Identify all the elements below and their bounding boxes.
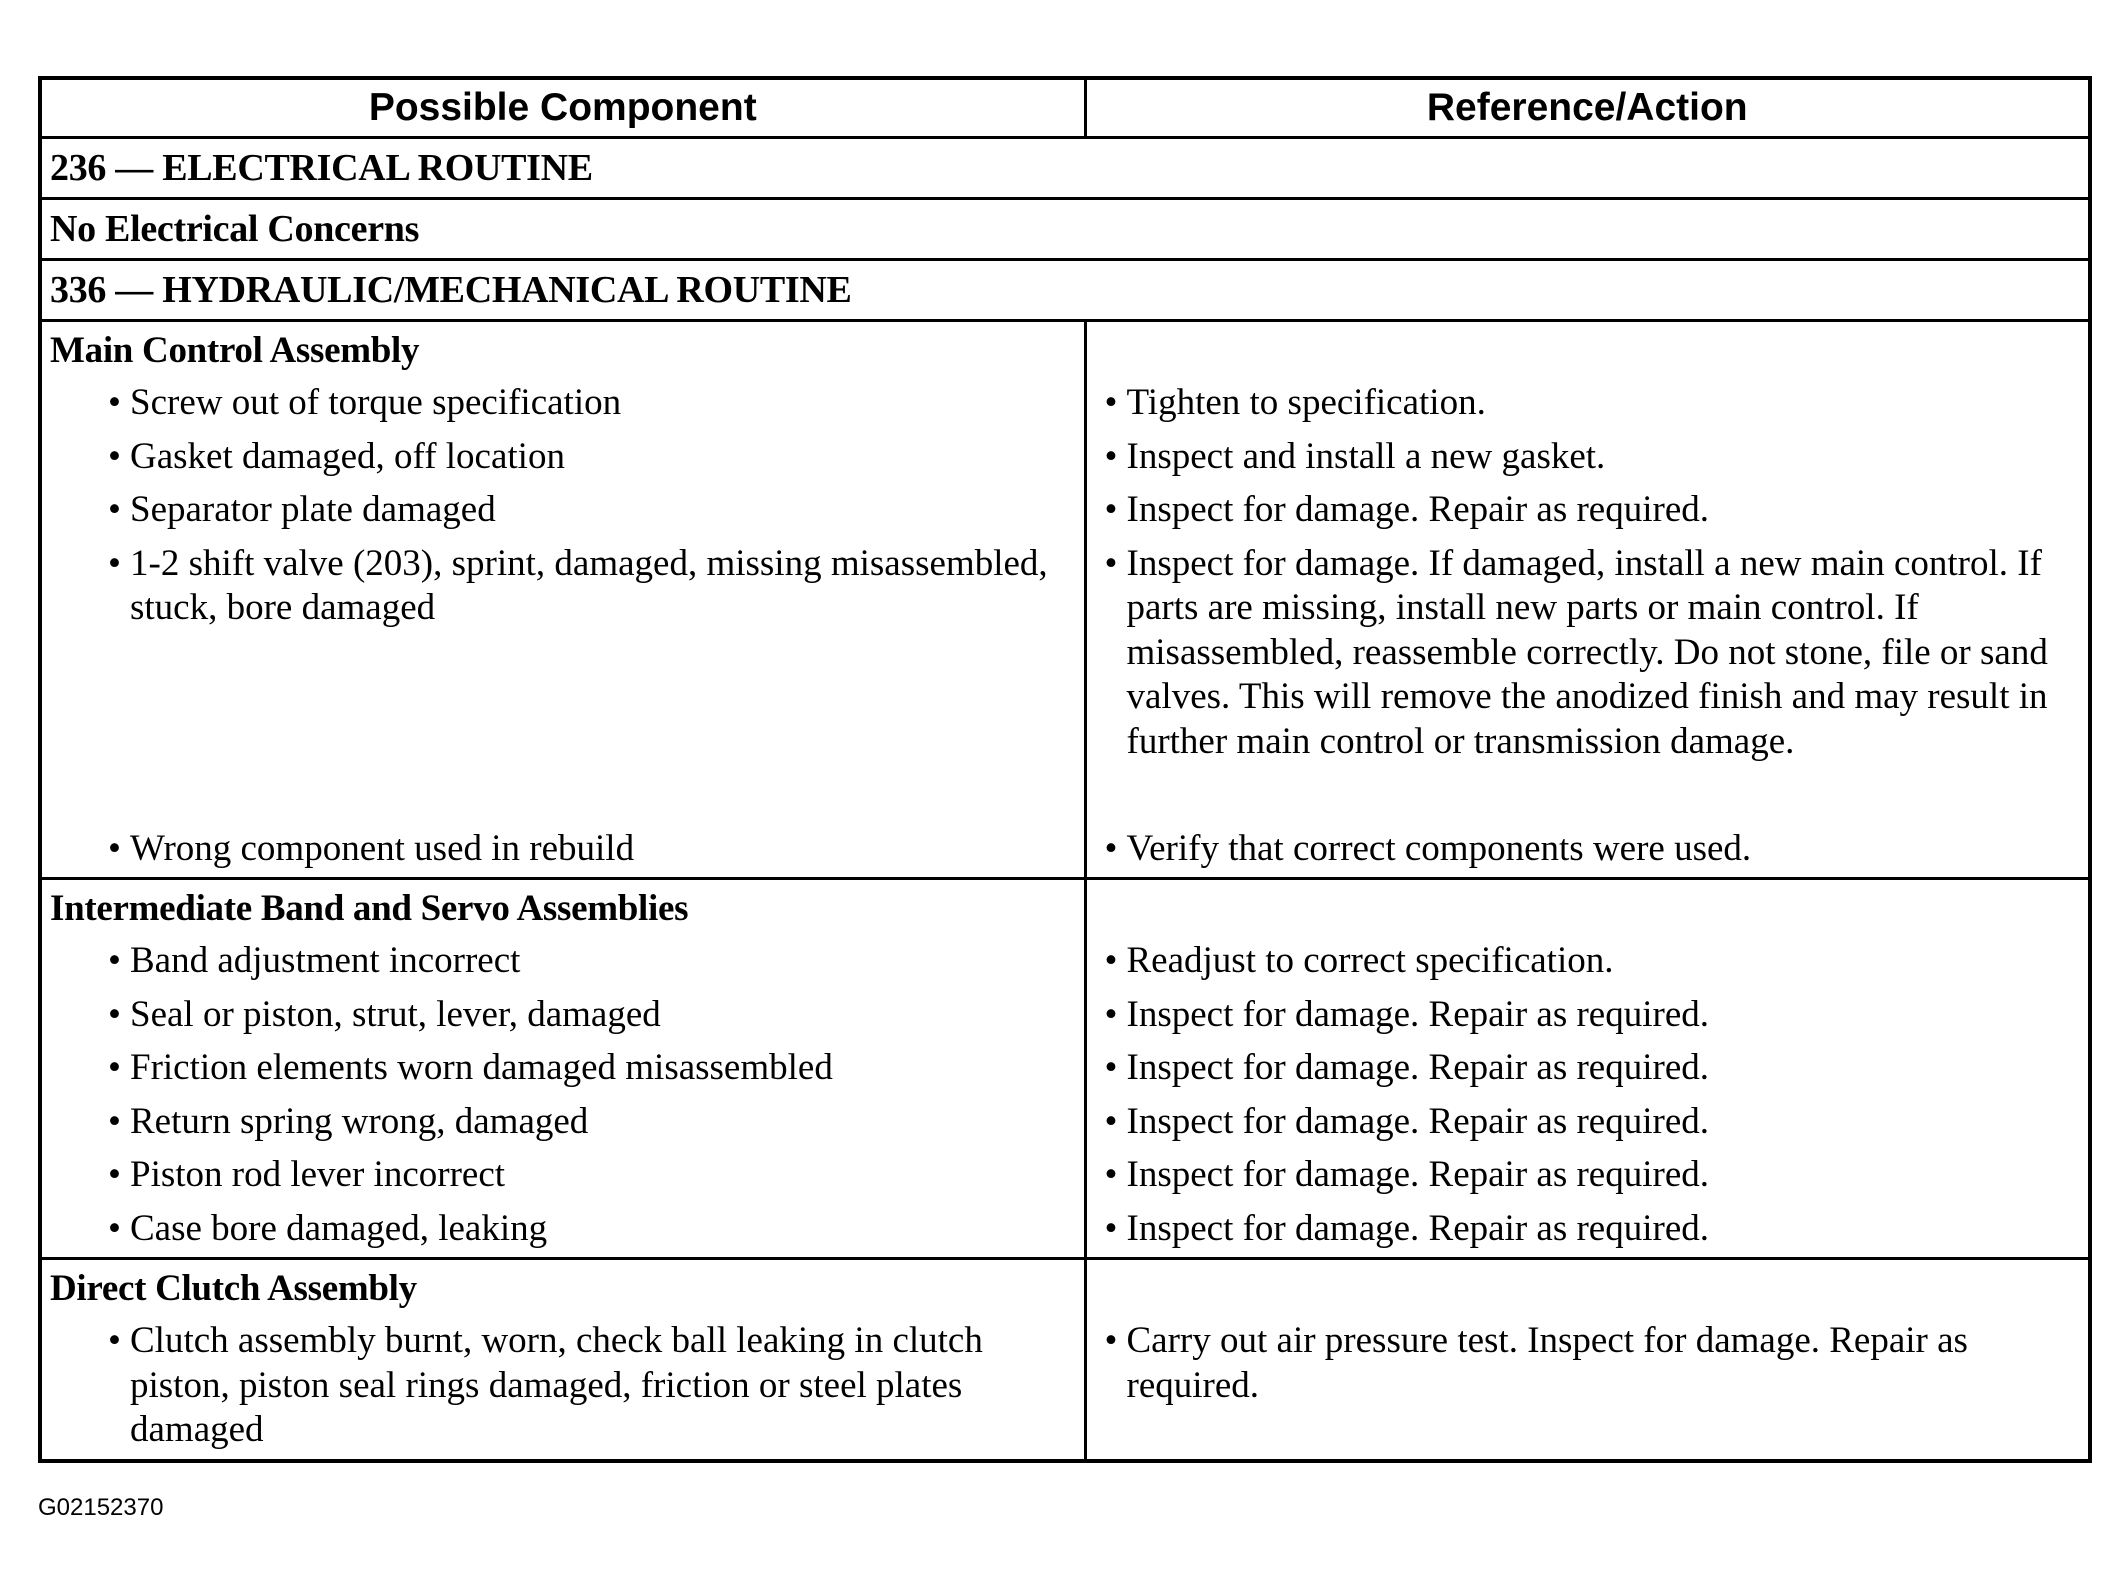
list-item [1087, 435, 2089, 480]
section-title: Main Control Assembly [50, 330, 420, 371]
section-row [40, 321, 2090, 879]
banner-row [40, 138, 2090, 199]
bullet: • [108, 382, 121, 423]
table-header-row [40, 78, 2090, 138]
bullet: • [108, 435, 121, 477]
bullet: • [108, 940, 121, 981]
bullet: • [1104, 382, 1118, 423]
component-text: Wrong component used in rebuild [130, 827, 635, 869]
component-list [42, 381, 1084, 871]
component-text: Clutch assembly burnt, worn, check ball leaking in clutch piston, piston seal rings damaged, friction or steel plates damaged [130, 1320, 983, 1450]
action-text: Readjust to correct specification. [1126, 940, 1614, 981]
banner-row [40, 260, 2090, 321]
action-text: Inspect for damage. Repair as required. [1126, 1207, 1709, 1249]
component-text: Separator plate damaged [130, 489, 496, 530]
list-item [42, 1207, 1084, 1252]
component-list [42, 939, 1084, 1251]
bullet: • [1104, 1047, 1118, 1088]
action-text: Inspect for damage. Repair as required. [1126, 1047, 1709, 1088]
list-item [42, 827, 1084, 872]
bullet: • [108, 489, 121, 530]
list-item [42, 1100, 1084, 1145]
section-components-cell [40, 321, 1085, 879]
list-item [1087, 1046, 2089, 1091]
action-list [1087, 381, 2089, 871]
component-text: Screw out of torque specification [130, 382, 622, 423]
list-item [42, 435, 1084, 480]
bullet: • [1104, 993, 1118, 1035]
section-actions-cell [1085, 321, 2090, 879]
component-text: Return spring wrong, damaged [130, 1100, 589, 1142]
list-item [1087, 1153, 2089, 1198]
no-electrical-concerns-banner: No Electrical Concerns [40, 199, 2090, 260]
bullet: • [1104, 827, 1118, 869]
action-text: Carry out air pressure test. Inspect for damage. Repair as required. [1126, 1320, 1968, 1406]
section-title: Intermediate Band and Servo Assemblies [50, 888, 689, 929]
action-text: Inspect for damage. Repair as required. [1126, 993, 1709, 1035]
action-list [1087, 939, 2089, 1251]
component-text: Piston rod lever incorrect [130, 1154, 506, 1195]
action-text: Verify that correct components were used. [1126, 827, 1752, 869]
section-actions-cell [1085, 879, 2090, 1259]
list-item [42, 488, 1084, 533]
list-item [42, 1319, 1084, 1453]
bullet: • [108, 1047, 121, 1088]
bullet: • [1104, 489, 1118, 530]
banner-row [40, 199, 2090, 260]
list-item [42, 1153, 1084, 1198]
action-text: Inspect for damage. If damaged, install a new main control. If parts are missing, install new parts or main control. If misassembled, reassemble correctly. Do not stone, file or sand valves. This will remove the anodized finish and may result in further main control or transmission damage. [1126, 542, 2048, 762]
component-list [42, 1319, 1084, 1453]
section-row [40, 879, 2090, 1259]
bullet: • [108, 827, 121, 869]
list-item [1087, 939, 2089, 984]
list-item [1087, 542, 2089, 818]
column-header-action: Reference/Action [1085, 78, 2090, 138]
action-text: Tighten to specification. [1126, 382, 1486, 423]
bullet: • [108, 542, 121, 584]
list-item [42, 939, 1084, 984]
bullet: • [1104, 940, 1118, 981]
action-text: Inspect for damage. Repair as required. [1126, 1100, 1709, 1142]
bullet: • [108, 1320, 121, 1361]
column-header-component: Possible Component [40, 78, 1085, 138]
list-item [1087, 993, 2089, 1038]
action-text: Inspect for damage. Repair as required. [1126, 1154, 1709, 1195]
section-components-cell [40, 1259, 1085, 1461]
diagnostic-table [38, 76, 2092, 1463]
list-item [1087, 1100, 2089, 1145]
bullet: • [1104, 542, 1118, 584]
list-item [1087, 1319, 2089, 1408]
component-text: Gasket damaged, off location [130, 435, 565, 477]
component-text: Band adjustment incorrect [130, 940, 521, 981]
list-item [42, 381, 1084, 426]
bullet: • [1104, 1320, 1118, 1361]
action-text: Inspect for damage. Repair as required. [1126, 489, 1709, 530]
bullet: • [1104, 1100, 1118, 1142]
list-item [1087, 488, 2089, 533]
section-row [40, 1259, 2090, 1461]
list-item [1087, 827, 2089, 872]
list-item [42, 542, 1084, 818]
bullet: • [108, 1100, 121, 1142]
component-text: Case bore damaged, leaking [130, 1207, 548, 1249]
component-text: 1-2 shift valve (203), sprint, damaged, missing misassembled, stuck, bore damaged [130, 542, 1048, 628]
bullet: • [1104, 1154, 1118, 1195]
hydraulic-mechanical-routine-banner: 336 — HYDRAULIC/MECHANICAL ROUTINE [40, 260, 2090, 321]
action-list [1087, 1319, 2089, 1408]
component-text: Seal or piston, strut, lever, damaged [130, 993, 661, 1035]
bullet: • [108, 1207, 121, 1249]
electrical-routine-banner: 236 — ELECTRICAL ROUTINE [40, 138, 2090, 199]
figure-id: G02152370 [38, 1494, 164, 1521]
component-text: Friction elements worn damaged misassembled [130, 1047, 833, 1088]
bullet: • [108, 1154, 121, 1195]
section-components-cell [40, 879, 1085, 1259]
section-actions-cell [1085, 1259, 2090, 1461]
bullet: • [1104, 435, 1118, 477]
action-text: Inspect and install a new gasket. [1126, 435, 1606, 477]
section-title: Direct Clutch Assembly [50, 1268, 417, 1309]
list-item [42, 1046, 1084, 1091]
bullet: • [1104, 1207, 1118, 1249]
bullet: • [108, 993, 121, 1035]
list-item [1087, 381, 2089, 426]
list-item [42, 993, 1084, 1038]
list-item [1087, 1207, 2089, 1252]
